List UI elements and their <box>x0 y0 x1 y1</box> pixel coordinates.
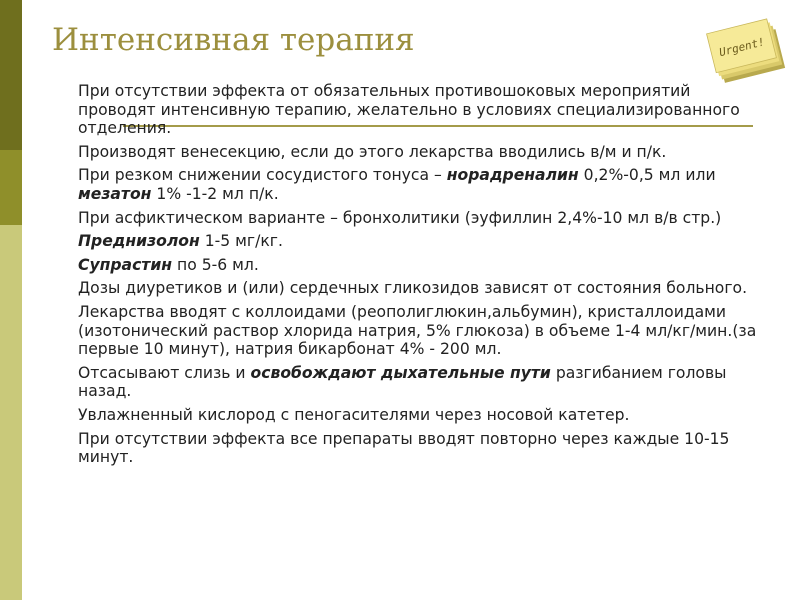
bullet-item <box>46 232 762 251</box>
bullet-item <box>46 364 762 401</box>
bullet-item <box>46 82 762 138</box>
bullet-text: При отсутствии эффекта от обязательных противошоковых мероприятий проводят интенсивную терапию, желательно в условиях специализированного отделения. <box>78 82 740 138</box>
emphasized-drug-text: норадреналин <box>446 166 579 185</box>
bullet-text: 0,2%-0,5 мл или <box>578 166 716 185</box>
bullet-item <box>46 406 762 425</box>
bullet-item <box>46 279 762 298</box>
bullet-text: разгибанием головы назад. <box>78 363 727 401</box>
bullet-item <box>46 430 762 467</box>
left-bar-segment-dark <box>0 0 22 150</box>
bullet-text: по 5-6 мл. <box>172 255 259 274</box>
bullet-text: При асфиктическом варианте – бронхолитики (эуфиллин 2,4%-10 мл в/в стр.) <box>78 208 722 227</box>
bullet-text: 1% -1-2 мл п/к. <box>151 184 279 203</box>
bullet-list <box>46 82 762 472</box>
bullet-item <box>46 303 762 359</box>
bullet-item <box>46 256 762 275</box>
slide-title: Интенсивная терапия <box>52 22 415 58</box>
bullet-text: Лекарства вводят с коллоидами (реополиглюкин,альбумин), кристаллоидами (изотонический раствор хлорида натрия, 5% глюкоза) в объеме 1-4 мл/кг/мин.(за первые 10 минут), натрия бикарбонат 4% - 200 мл. <box>78 302 757 359</box>
bullet-text: Увлажненный кислород с пеногасителями через носовой катетер. <box>78 405 630 424</box>
emphasized-drug-text: мезатон <box>78 184 152 203</box>
bullet-text: Отсасывают слизь и <box>78 363 251 382</box>
left-bar-segment-mid <box>0 150 22 225</box>
bullet-item <box>46 143 762 162</box>
left-color-bar <box>0 0 22 600</box>
bullet-item <box>46 209 762 228</box>
bullet-text: Производят венесекцию, если до этого лекарства вводились в/м и п/к. <box>78 142 667 161</box>
emphasized-drug-text: Преднизолон <box>78 232 200 251</box>
emphasized-drug-text: освобождают дыхательные пути <box>250 363 551 382</box>
sticker-text: Urgent! <box>717 35 766 60</box>
bullet-text: 1-5 мг/кг. <box>199 232 283 251</box>
bullet-text: При отсутствии эффекта все препараты вводят повторно через каждые 10-15 минут. <box>78 429 730 467</box>
bullet-item <box>46 166 762 203</box>
bullet-text: При резком снижении сосудистого тонуса – <box>78 166 447 185</box>
bullet-text: Дозы диуретиков и (или) сердечных гликозидов зависят от состояния больного. <box>78 279 748 298</box>
sticky-note-icon <box>705 6 793 88</box>
left-bar-segment-light <box>0 225 22 600</box>
emphasized-drug-text: Супрастин <box>78 255 173 274</box>
